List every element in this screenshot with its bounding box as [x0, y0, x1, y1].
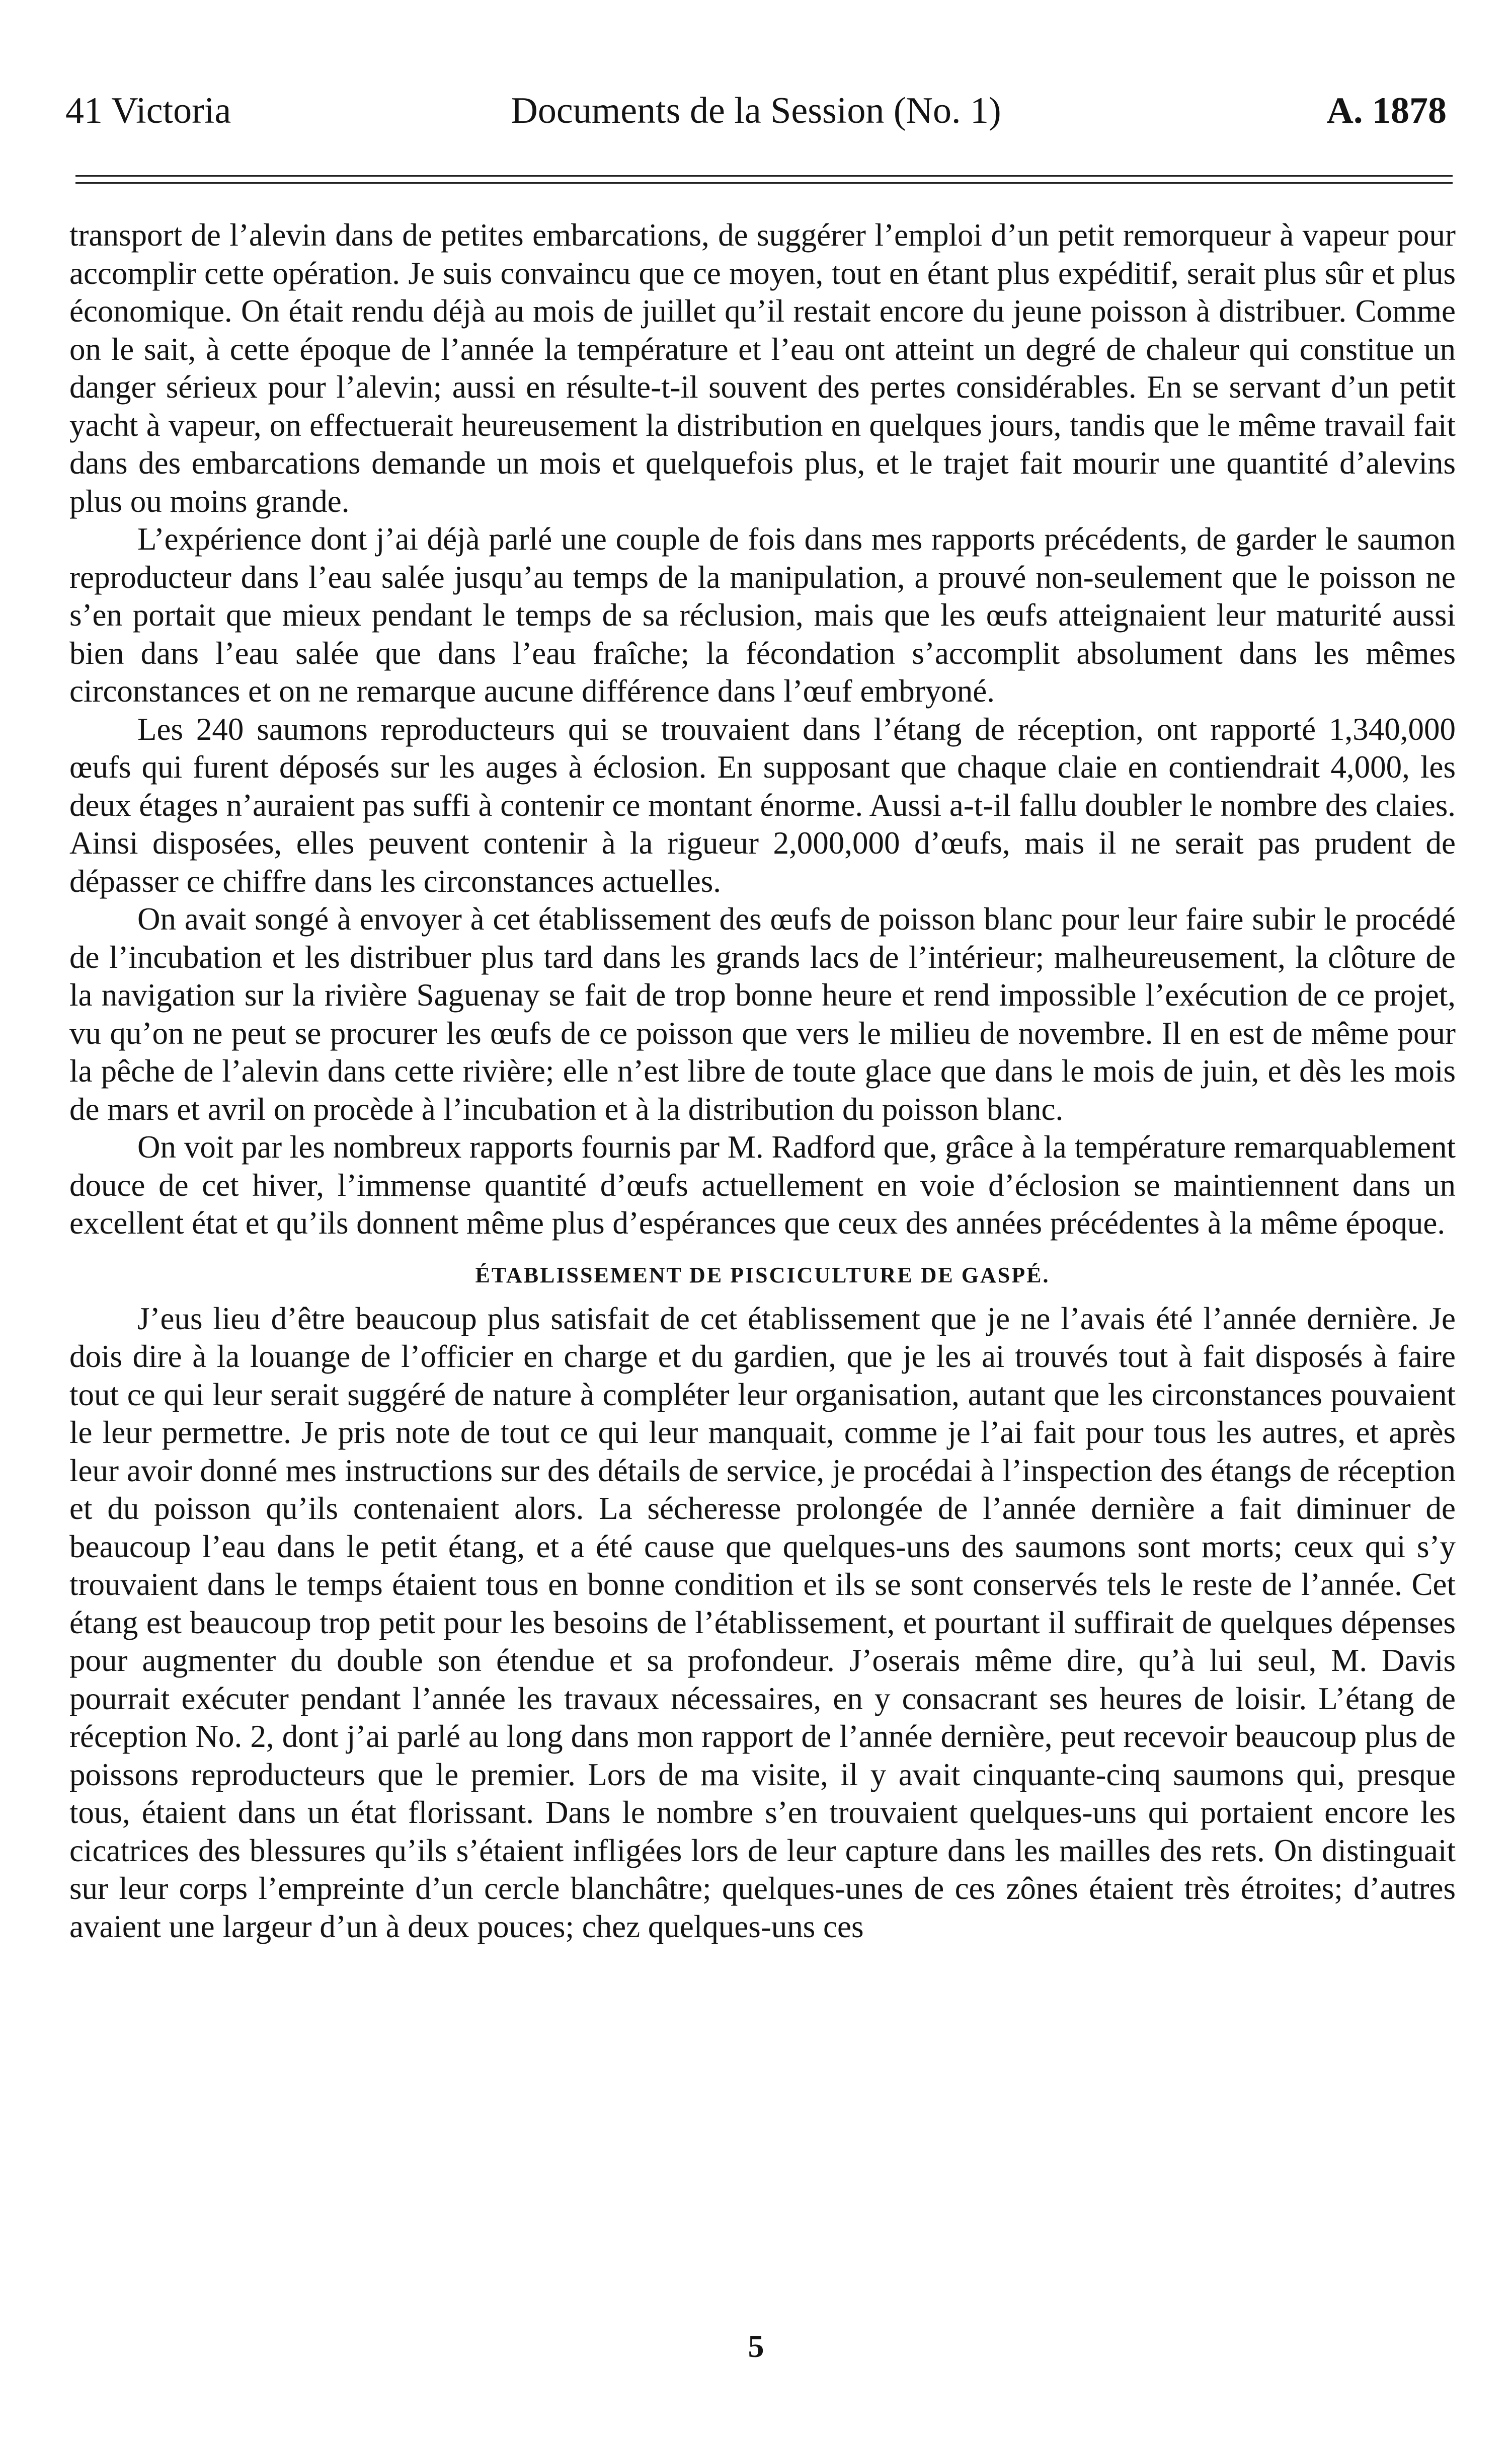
header-title: Documents de la Session (No. 1): [511, 90, 1001, 131]
section-heading: ÉTABLISSEMENT DE PISCICULTURE DE GASPÉ.: [475, 1262, 1050, 1287]
paragraph-4: On avait songé à envoyer à cet établissement des œufs de poisson blanc pour leur faire subir le procédé de l’incubation et les distribuer plus tard dans les grands lacs de l’intérieur; malheureusement, la clôture de la navigation sur la rivière Saguenay se fait de trop bonne heure et rend impossible l’exécution de ce projet, vu qu’on ne peut se procurer les œufs de ce poisson que vers le milieu de novembre. Il en est de même pour la pêche de l’alevin dans cette rivière; elle n’est libre de toute glace que dans le mois de juin, et dès les mois de mars et avril on procède à l’incubation et à la distribution du poisson blanc.: [69, 901, 1456, 1127]
paragraph-3: Les 240 saumons reproducteurs qui se trouvaient dans l’étang de réception, ont rapporté 1,340,000 œufs qui furent déposés sur les auges à éclosion. En supposant que chaque claie en contiendrait 4,000, les deux étages n’auraient pas suffi à contenir ce montant énorme. Aussi a-t-il fallu doubler le nombre des claies. Ainsi disposées, elles peuvent contenir à la rigueur 2,000,000 d’œufs, mais il ne serait pas prudent de dépasser ce chiffre dans les circonstances actuelles.: [69, 711, 1456, 899]
paragraph-5: On voit par les nombreux rapports fournis par M. Radford que, grâce à la température remarquablement douce de cet hiver, l’immense quantité d’œufs actuellement en voie d’éclosion se maintiennent dans un excellent état et qu’ils donnent même plus d’espérances que ceux des années précédentes à la même époque.: [69, 1129, 1456, 1241]
running-header: [65, 86, 1447, 136]
header-year: A. 1878: [1326, 90, 1447, 131]
paragraph-1: transport de l’alevin dans de petites embarcations, de suggérer l’emploi d’un petit remorqueur à vapeur pour accomplir cette opération. Je suis convaincu que ce moyen, tout en étant plus expéditif, serait plus sûr et plus économique. On était rendu déjà au mois de juillet qu’il restait encore du jeune poisson à distribuer. Comme on le sait, à cette époque de l’année la température et l’eau ont atteint un degré de chaleur qui constitue un danger sérieux pour l’alevin; aussi en résulte-t-il souvent des pertes considérables. En se servant d’un petit yacht à vapeur, on effectuerait heureusement la distribution en quelques jours, tandis que le même travail fait dans des embarcations demande un mois et quelquefois plus, et le trajet fait mourir une quantité d’alevins plus ou moins grande.: [69, 217, 1456, 519]
header-rule-top: [75, 175, 1453, 177]
section-paragraph: J’eus lieu d’être beaucoup plus satisfait de cet établissement que je ne l’avais été l’année dernière. Je dois dire à la louange de l’officier en charge et du gardien, que je les ai trouvés tout à fait disposés à faire tout ce qui leur serait suggéré de nature à compléter leur organisation, autant que les circonstances pouvaient le leur permettre. Je pris note de tout ce qui leur manquait, comme je l’ai fait pour tous les autres, et après leur avoir donné mes instructions sur des détails de service, je procédai à l’inspection des étangs de réception et du poisson qu’ils contenaient alors. La sécheresse prolongée de l’année dernière a fait diminuer de beaucoup l’eau dans le petit étang, et a été cause que quelques-uns des saumons sont morts; ceux qui s’y trouvaient dans le temps étaient tous en bonne condition et ils se sont conservés tels le reste de l’année. Cet étang est beaucoup trop petit pour les besoins de l’établissement, et pourtant il suffirait de quelques dépenses pour augmenter du double son étendue et sa profondeur. J’oserais même dire, qu’à lui seul, M. Davis pourrait exécuter pendant l’année les travaux nécessaires, en y consacrant ses heures de loisir. L’étang de réception No. 2, dont j’ai parlé au long dans mon rapport de l’année dernière, peut recevoir beaucoup plus de poissons reproducteurs que le premier. Lors de ma visite, il y avait cinquante-cinq saumons qui, presque tous, étaient dans un état florissant. Dans le nombre s’en trouvaient quelques-uns qui portaient encore les cicatrices des blessures qu’ils s’étaient infligées lors de leur capture dans les mailles des rets. On distinguait sur leur corps l’empreinte d’un cercle blanchâtre; quelques-unes de ces zônes étaient très étroites; d’autres avaient une largeur d’un à deux pouces; chez quelques-uns ces: [69, 1301, 1456, 1944]
header-rule-bottom: [75, 182, 1453, 184]
body-text: [69, 216, 1456, 1946]
header-volume: 41 Victoria: [65, 90, 231, 131]
page-number: 5: [748, 2328, 764, 2364]
paragraph-2: L’expérience dont j’ai déjà parlé une couple de fois dans mes rapports précédents, de garder le saumon reproducteur dans l’eau salée jusqu’au temps de la manipulation, a prouvé non-seulement que le poisson ne s’en portait que mieux pendant le temps de sa réclusion, mais que les œufs atteignaient leur maturité aussi bien dans l’eau salée que dans l’eau fraîche; la fécondation s’accomplit absolument dans les mêmes circonstances et on ne remarque aucune différence dans l’œuf embryoné.: [69, 521, 1456, 709]
